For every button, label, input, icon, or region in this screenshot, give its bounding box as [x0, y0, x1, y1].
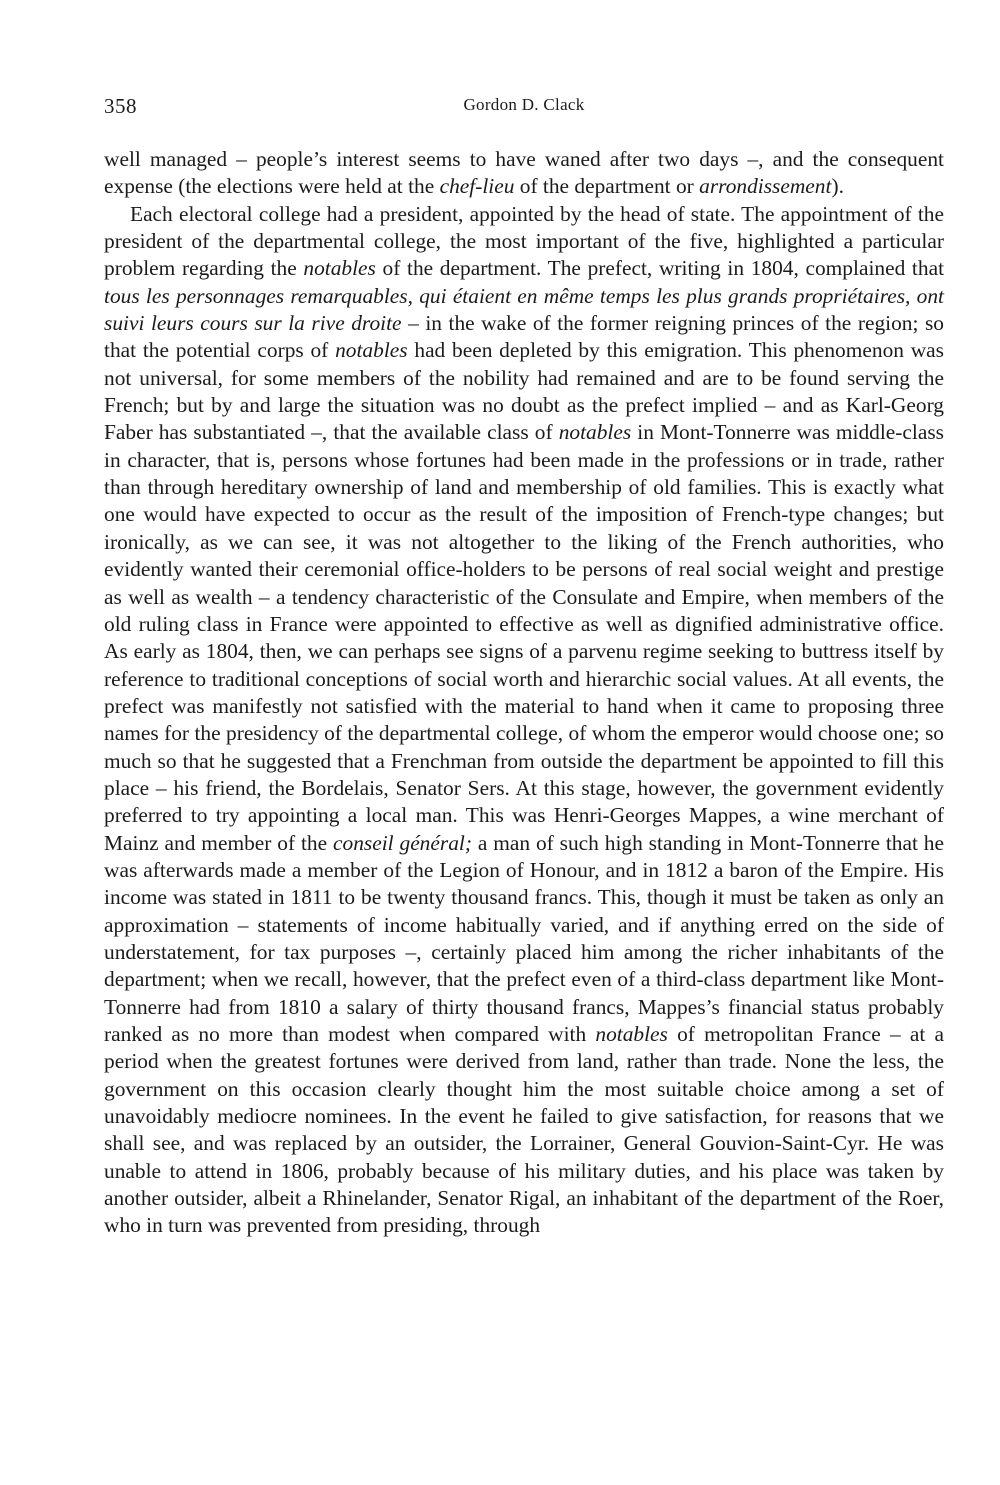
italic-term: notables	[335, 338, 408, 363]
italic-term: notables	[558, 420, 632, 445]
text-run: ).	[831, 174, 844, 199]
italic-term: notables	[303, 256, 376, 281]
text-run: Each electoral college had a president, appointed by the head of state. The appointment of the president of the departmental college, the most important of the five, highlighted a particular problem regarding the	[104, 201, 944, 281]
text-run: a man of such high standing in Mont-Tonnerre that he was afterwards made a member of the Legion of Honour, and in 1812 a baron of the Empire. His income was stated in 1811 to be twenty thousand francs. This, though it must be taken as only an approximation – statements of income habitually varied, and if anything erred on the side of understatement, for tax purposes –, certainly placed him among the richer inhabitants of the department; when we recall, however, that the prefect even of a third-class department like Mont-Tonnerre had from 1810 a salary of thirty thousand francs, Mappes’s financial status probably ranked as no more than modest when compared with	[104, 830, 944, 1046]
text-run: in Mont-Tonnerre was middle-class in character, that is, persons whose fortunes had been made in the professions or in trade, rather than through hereditary ownership of land and membership of old families. This is exactly what one would have expected to occur as the result of the imposition of French-type changes; but ironically, as we can see, it was not altogether to the liking of the French authorities, who evidently wanted their ceremonial office-holders to be persons of real social weight and prestige as well as wealth – a tendency characteristic of the Consulate and Empire, when members of the old ruling class in France were appointed to effective as well as dignified administrative office. As early as 1804, then, we can perhaps see signs of a parvenu regime seeking to buttress itself by reference to traditional conceptions of social worth and hierarchic social values. At all events, the prefect was manifestly not satisfied with the material to hand when it came to proposing three names for the presidency of the departmental college, of whom the emperor would choose one; so much so that he suggested that a Frenchman from outside the department be appointed to fill this place – his friend, the Bordelais, Senator Sers. At this stage, however, the government evidently preferred to try appointing a local man. This was Henri-Georges Mappes, a wine merchant of Mainz and member of the	[104, 420, 944, 855]
page-header	[104, 94, 944, 122]
text-run: of the department. The prefect, writing in 1804, complained that	[375, 256, 945, 281]
text-run: – in the wake of the former reigning princes of the region; so that the potential corps of	[104, 311, 944, 363]
running-head: Gordon D. Clack	[463, 95, 585, 114]
text-run: of metropolitan France – at a period when the greatest fortunes were derived from land, rather than trade. None the less, the government on this occasion clearly thought him the most suitable choice among a set of unavoidably mediocre nominees. In the event he failed to give satisfaction, for reasons that we shall see, and was replaced by an outsider, the Lorrainer, General Gouvion-Saint-Cyr. He was unable to attend in 1806, probably because of his military duties, and his place was taken by another outsider, albeit a Rhinelander, Senator Rigal, an inhabitant of the department of the Roer, who in turn was prevented from presiding, through	[104, 1022, 944, 1238]
page-number: 358	[104, 94, 137, 118]
italic-quotation: tous les personnages remarquables, qui étaient en même temps les plus grands propriétaires, ont suivi leurs cours sur la rive droite	[104, 283, 944, 336]
text-run: well managed – people’s interest seems to have waned after two days –, and the consequent expense (the elections were held at the	[104, 147, 944, 199]
paragraph-1	[104, 146, 944, 201]
text-run: had been depleted by this emigration. This phenomenon was not universal, for some members of the nobility had remained and are to be found serving the French; but by and large the situation was no doubt as the prefect implied – and as Karl-Georg Faber has substantiated –, that the available class of	[104, 338, 944, 445]
paragraph-2	[104, 201, 944, 1240]
italic-term: notables	[595, 1022, 668, 1046]
body-text	[104, 146, 944, 1240]
text-run: of the department or	[514, 174, 700, 199]
italic-term: chef-lieu	[439, 174, 515, 199]
italic-term: conseil général;	[333, 830, 472, 855]
italic-term: arrondissement	[699, 174, 832, 199]
